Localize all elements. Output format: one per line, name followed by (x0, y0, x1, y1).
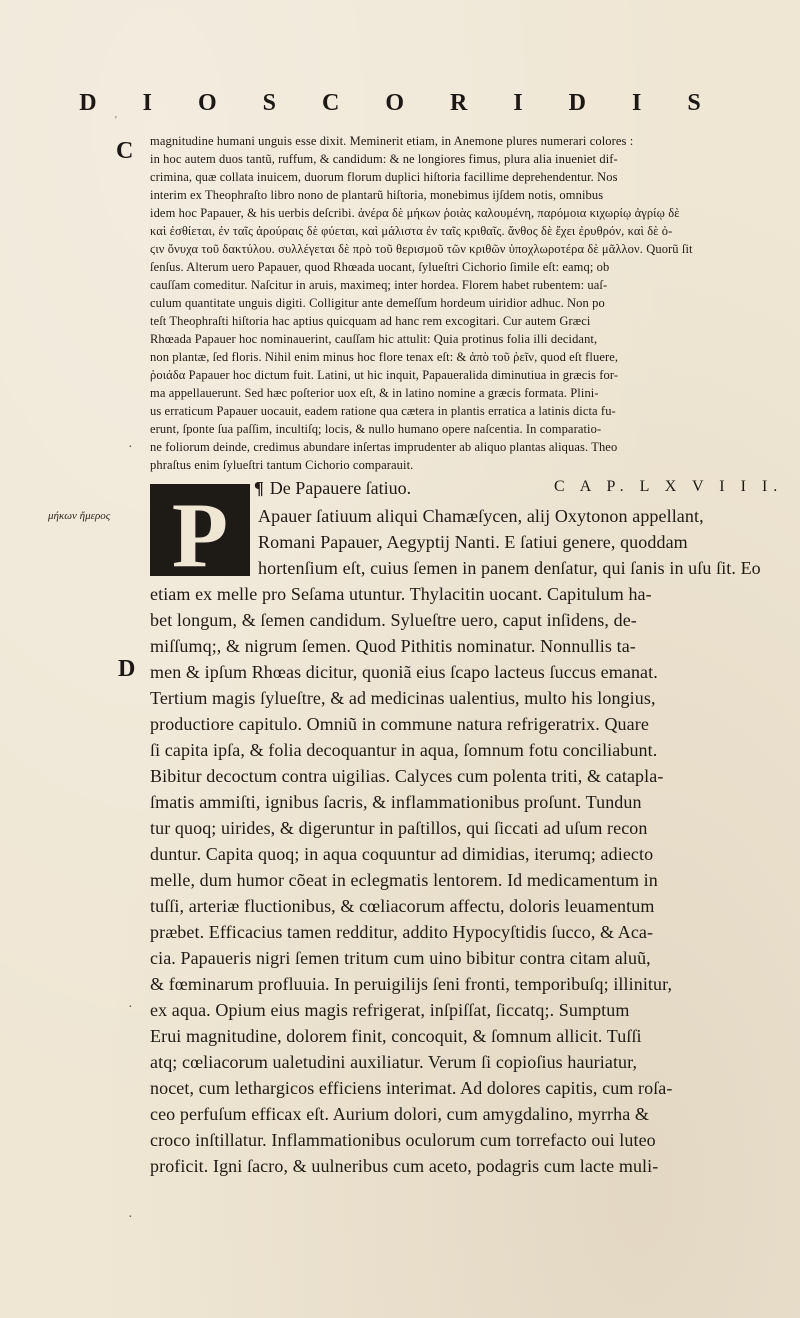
text-line: crimina, quæ collata inuicem, duorum florum duplici hiſtoria facillime deprehendentur. Nos (150, 170, 618, 184)
text-line: ſenſus. Alterum uero Papauer, quod Rhœada uocant, ſylueſtri Cichorio ſimile eſt: eamq; ob (150, 260, 610, 274)
text-line: ῥοιάδα Papauer hoc dictum fuit. Latini, ut hic inquit, Papaueralida diminutiua in græcis for- (150, 368, 619, 382)
chapter-number: C A P. L X V I I I. (554, 478, 784, 495)
text-line: idem hoc Papauer, & his uerbis deſcribi. ἀνέρα δὲ μήκων ῥοιὰς καλουμένη, παρόμοια κιχωρίῳ ἀγρίῳ δὲ (150, 206, 680, 220)
text-line: atq; cœliacorum ualetudini auxiliatur. Verum ſi copioſius hauriatur, (150, 1052, 638, 1072)
upper-paragraph (150, 132, 790, 474)
text-line: men & ipſum Rhœas dicitur, quoniã eius ſcapo lacteus ſuccus emanat. (150, 662, 658, 682)
text-line: productiore capitulo. Omniũ in commune natura refrigeratrix. Quare (150, 714, 649, 734)
text-line: tuſſi, arteriæ fluctionibus, & cœliacorum affectu, doloris leuamentum (150, 896, 655, 916)
margin-note: μήκων ἥμερος (48, 510, 111, 522)
text-line: phraſtus enim ſylueſtri tantum Cichorio comparauit. (150, 458, 414, 472)
running-head: D I O S C O R I D I S (79, 90, 721, 116)
text-line: non plantæ, ſed floris. Nihil enim minus hoc flore tenax eſt: & ἀπὸ τοῦ ῥεῖν, quod eſt fluere, (150, 350, 619, 364)
text-line: cauſſam comeditur. Naſcitur in aruis, maximeq; inter hordea. Florem habet rubentem: uaſ- (150, 278, 608, 292)
text-line: miſſumq;, & nigrum ſemen. Quod Pithitis nominatur. Nonnullis ta- (150, 636, 636, 656)
text-line: etiam ex melle pro Seſama utuntur. Thylacitin uocant. Capitulum ha- (150, 584, 652, 604)
main-paragraph (150, 503, 790, 1179)
text-line: præbet. Efficacius tamen redditur, addito Hypocyſtidis ſucco, & Aca- (150, 922, 654, 942)
text-line: croco inſtillatur. Inflammationibus oculorum cum torrefacto oui luteo (150, 1130, 656, 1150)
margin-letter-d: D (118, 656, 136, 682)
text-line: ne foliorum deinde, credimus abundare inſertas imprudenter ab aliquo plantas aliquas. Theo (150, 440, 618, 454)
pilcrow-icon: ¶ (254, 478, 264, 498)
chapter-heading (254, 478, 794, 499)
margin-dot: · (128, 1000, 133, 1015)
text-line: in hoc autem duos tantũ, ruffum, & candidum: & ne longiores fimus, plura alia inueniet dif- (150, 152, 618, 166)
text-line: proficit. Igni ſacro, & uulneribus cum aceto, podagris cum lacte muli- (150, 1156, 659, 1176)
text-line: Tertium magis ſylueſtre, & ad medicinas ualentius, multo his longius, (150, 688, 656, 708)
text-line: hortenſium eſt, cuius ſemen in panem denſatur, qui ſanis in uſu ſit. Eo (258, 558, 761, 578)
margin-dot: · (128, 1210, 133, 1225)
text-line: nocet, cum lethargicos efficiens interimat. Ad dolores capitis, cum roſa- (150, 1078, 673, 1098)
text-line: ſi capita ipſa, & folia decoquantur in aqua, ſomnum fotu conciliabunt. (150, 740, 658, 760)
text-line: ceo perfuſum efficax eſt. Aurium dolori, cum amygdalino, myrrha & (150, 1104, 650, 1124)
folio-mark: ' (115, 115, 117, 126)
text-line: Rhœada Papauer hoc nominauerint, cauſſam hic attulit: Quia protinus folia illi decidant, (150, 332, 598, 346)
text-line: Romani Papauer, Aegyptij Nanti. E ſatiui genere, quoddam (258, 532, 688, 552)
text-line: teſt Theophraſti hiſtoria hac aptius quicquam ad hanc rem excogitari. Cur autem Græci (150, 314, 591, 328)
text-line: magnitudine humani unguis esse dixit. Meminerit etiam, in Anemone plures numerari colores : (150, 134, 634, 148)
margin-dot: · (128, 440, 133, 455)
text-line: Bibitur decoctum contra uigilias. Calyces cum polenta triti, & catapla- (150, 766, 664, 786)
dropcap: P (150, 484, 250, 576)
text-line: tur quoq; uirides, & digeruntur in paſtillos, qui ſiccati ad uſum recon (150, 818, 648, 838)
text-line: duntur. Capita quoq; in aqua coquuntur ad dimidias, iterumq; adiecto (150, 844, 654, 864)
text-line: cia. Papaueris nigri ſemen tritum cum uino bibitur contra citam aluũ, (150, 948, 651, 968)
text-line: erunt, ſponte ſua paſſim, incultiſq; locis, & nullo humano opere naſcentia. In comparatio- (150, 422, 602, 436)
text-line: & fœminarum profluuia. In peruigilijs ſeni fronti, temporibuſq; illinitur, (150, 974, 673, 994)
text-line: ma appellauerunt. Sed hæc poſterior uox eſt, & in latino nomine a græcis formata. Plini- (150, 386, 599, 400)
chapter-title: De Papauere ſatiuo. (269, 478, 412, 498)
text-line: culum quantitate unguis digiti. Colligitur ante demeſſum hordeum uiridior adhuc. Non po (150, 296, 605, 310)
text-line: us erraticum Papauer uocauit, eadem ratione qua cætera in plantis erratica a latinis dicta fu- (150, 404, 616, 418)
text-line: ϛιν ὄνυχα τοῦ δακτύλου. συλλέγεται δὲ πρὸ τοῦ θερισμοῦ τῶν κριθῶν ὑποχλωροτέρα δὲ μᾶλλον. Quorũ ſit (150, 242, 693, 256)
text-line: καὶ ἐσθίεται, ἐν ταῖς ἀρούραις δὲ φύεται, καὶ μάλιστα ἐν ταῖς κριθαῖς. ἄνθος δὲ ἔχει ἐρυθρόν, καὶ δὲ ὀ- (150, 224, 673, 238)
text-line: interim ex Theophraſto libro nono de plantarũ hiſtoria, monebimus ijſdem notis, omnibus (150, 188, 604, 202)
margin-letter-c: C (116, 138, 134, 164)
text-line: Apauer ſatiuum aliqui Chamæſycen, alij Oxytonon appellant, (258, 506, 704, 526)
text-line: Erui magnitudine, dolorem finit, concoquit, & ſomnum allicit. Tuſſi (150, 1026, 642, 1046)
text-line: ſmatis ammiſti, ignibus ſacris, & inflammationibus proſunt. Tundun (150, 792, 642, 812)
text-line: bet longum, & ſemen candidum. Sylueſtre uero, caput inſidens, de- (150, 610, 637, 630)
text-line: ex aqua. Opium eius magis refrigerat, inſpiſſat, ſiccatq;. Sumptum (150, 1000, 630, 1020)
text-line: melle, dum humor cõeat in eclegmatis lentorem. Id medicamentum in (150, 870, 658, 890)
